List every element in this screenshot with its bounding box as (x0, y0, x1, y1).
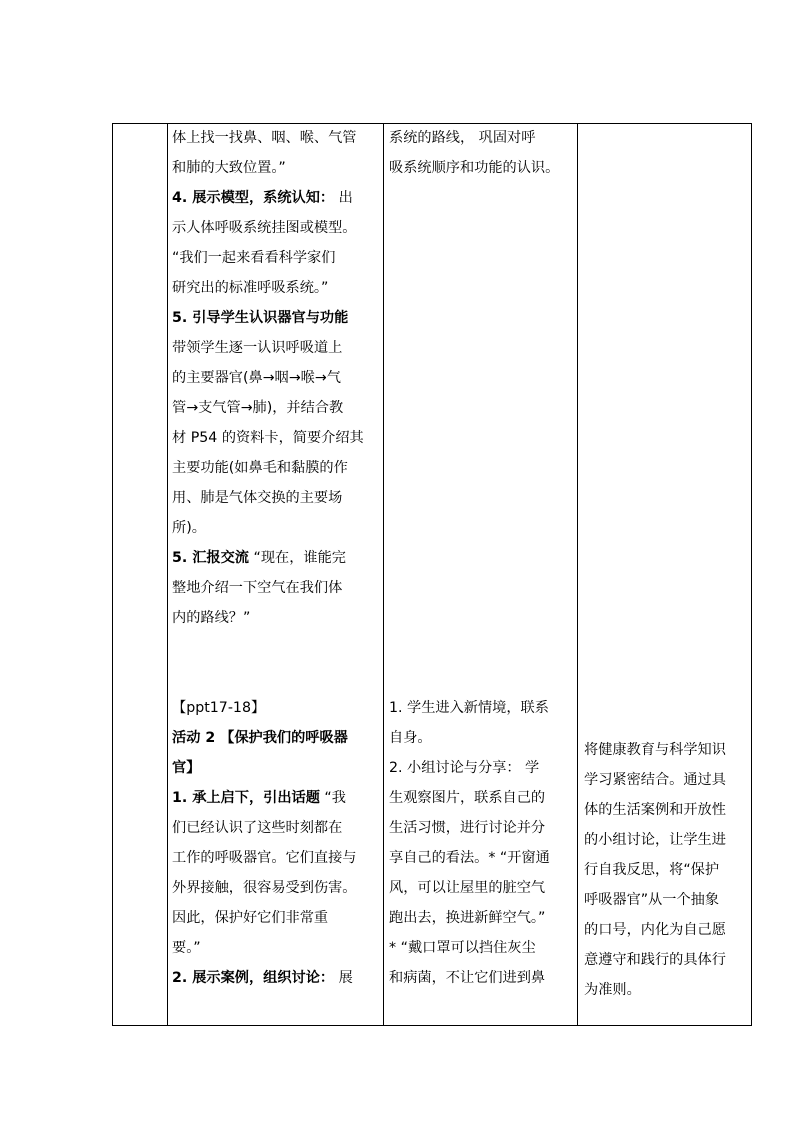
text-line: 跑出去，换进新鲜空气。” (389, 910, 546, 926)
teacher-activity-cell (172, 123, 384, 993)
text-line: 呼吸器官”从一个抽象 (584, 892, 720, 908)
text-line: 5. 汇报交流 “现在，谁能完 (172, 550, 346, 566)
text-line: 1. 承上启下，引出话题 “我 (172, 790, 346, 806)
text-line: 工作的呼吸器官。它们直接与 (172, 850, 357, 866)
text-line: 所)。 (172, 520, 206, 536)
text-line: 整地介绍一下空气在我们体 (172, 580, 343, 596)
text-line: 5. 引导学生认识器官与功能 (172, 310, 349, 326)
text-line: 官】 (172, 760, 201, 776)
text-line: 活动 2 【保护我们的呼吸器 (172, 730, 348, 746)
table-bottom-border (112, 1025, 752, 1026)
text-line: 自身。 (389, 730, 432, 746)
text-line: 带领学生逐一认识呼吸道上 (172, 340, 343, 356)
text-line: 研究出的标准呼吸系统。” (172, 280, 329, 296)
text-line: 2. 展示案例，组织讨论： 展 (172, 970, 353, 986)
text-line: 2. 小组讨论与分享： 学 (389, 760, 540, 776)
text-line: 享自己的看法。* “开窗通 (389, 850, 550, 866)
text-line: 学习紧密结合。通过具 (584, 772, 726, 788)
text-line: 4. 展示模型，系统认知： 出 (172, 190, 353, 206)
text-line: 生观察图片，联系自己的 (389, 790, 546, 806)
lesson-plan-table (112, 123, 752, 1026)
text-line: 【ppt17-18】 (172, 700, 266, 716)
text-line: “我们一起来看看科学家们 (172, 250, 336, 266)
text-line: * “戴口罩可以挡住灰尘 (389, 940, 536, 956)
text-line: 生活习惯，进行讨论并分 (389, 820, 546, 836)
text-line: 为准则。 (584, 982, 641, 998)
text-line: 因此，保护好它们非常重 (172, 910, 329, 926)
text-line: 和病菌，不让它们进到鼻 (389, 970, 546, 986)
text-line: 材 P54 的资料卡，简要介绍其 (172, 430, 364, 446)
student-activity-cell (389, 123, 579, 993)
text-line: 风，可以让屋里的脏空气 (389, 880, 546, 896)
table-border-left (112, 123, 113, 1026)
text-line: 吸系统顺序和功能的认识。 (389, 160, 560, 176)
text-line: 示人体呼吸系统挂图或模型。 (172, 220, 357, 236)
text-line: 外界接触，很容易受到伤害。 (172, 880, 357, 896)
teacher-activity-part1 (172, 123, 384, 633)
text-line: 管→支气管→肺)，并结合教 (172, 400, 344, 416)
text-line: 要。” (172, 940, 201, 956)
text-line: 体上找一找鼻、咽、喉、气管 (172, 130, 357, 146)
design-intent-cell (584, 123, 752, 1005)
text-line: 的口号，内化为自己愿 (584, 922, 726, 938)
text-line: 和肺的大致位置。” (172, 160, 286, 176)
text-line: 系统的路线， 巩固对呼 (389, 130, 536, 146)
text-line: 将健康教育与科学知识 (584, 742, 726, 758)
text-line: 1. 学生进入新情境，联系 (389, 700, 549, 716)
text-line: 行自我反思，将“保护 (584, 862, 720, 878)
text-line: 体的生活案例和开放性 (584, 802, 726, 818)
text-line: 意遵守和践行的具体行 (584, 952, 726, 968)
column-divider-1 (167, 123, 168, 1026)
text-line: 的主要器官(鼻→咽→喉→气 (172, 370, 341, 386)
text-line: 主要功能(如鼻毛和黏膜的作 (172, 460, 348, 476)
teacher-activity-part2 (172, 693, 384, 993)
text-line: 内的路线？” (172, 610, 251, 626)
text-line: 用、肺是气体交换的主要场 (172, 490, 343, 506)
text-line: 们已经认识了这些时刻都在 (172, 820, 343, 836)
text-line: 的小组讨论，让学生进 (584, 832, 726, 848)
